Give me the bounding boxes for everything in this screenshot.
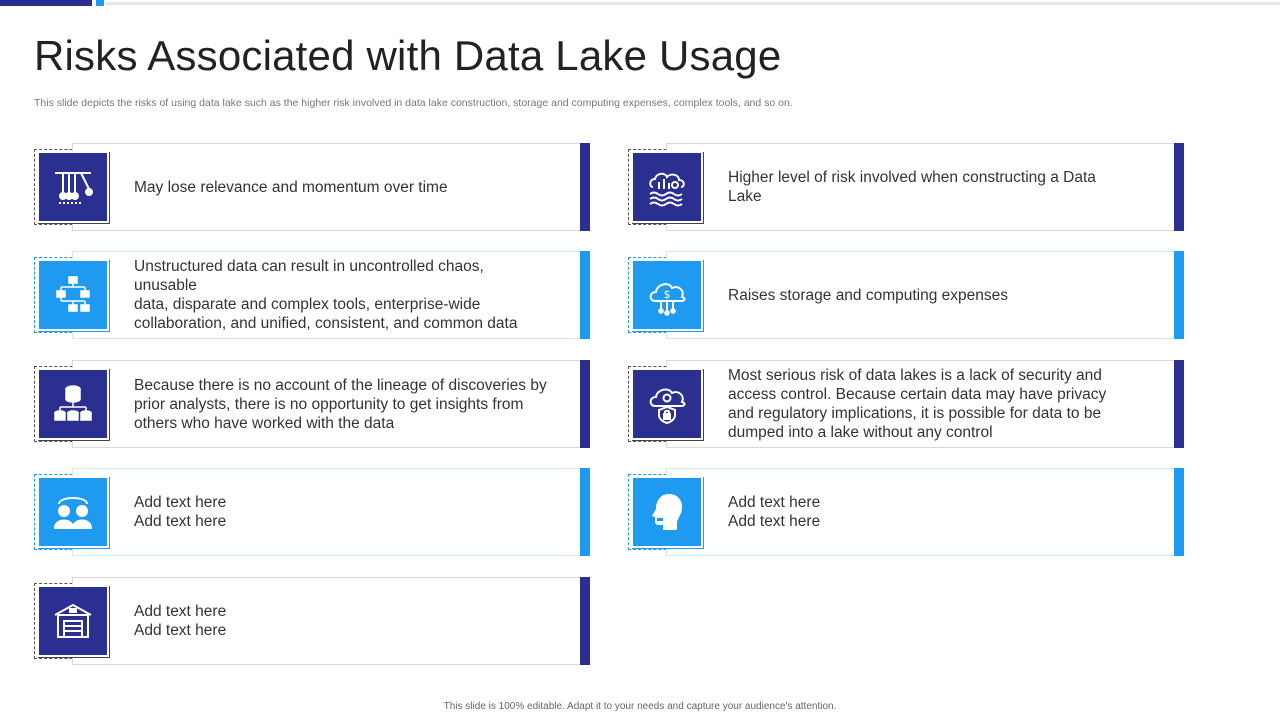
card-accent-bar <box>580 468 590 556</box>
people-connection-icon <box>37 476 109 548</box>
cloud-dollar-icon <box>631 259 703 331</box>
top-bar-grey-line <box>106 2 1280 5</box>
database-network-icon <box>37 368 109 440</box>
newtons-cradle-icon <box>37 151 109 223</box>
card-accent-bar <box>1174 360 1184 448</box>
card-accent-bar <box>580 143 590 231</box>
top-accent-bar <box>0 0 1280 6</box>
slide-subtitle: This slide depicts the risks of using data lake such as the higher risk involved in data lake construction, storage and computing expenses, complex tools, and so on. <box>34 97 793 109</box>
hierarchy-chart-icon <box>37 259 109 331</box>
card-accent-bar <box>580 577 590 665</box>
risk-card-placeholder-3 <box>628 468 1184 556</box>
card-accent-bar <box>580 360 590 448</box>
card-accent-bar <box>1174 468 1184 556</box>
slide-footer-note: This slide is 100% editable. Adapt it to your needs and capture your audience's attention. <box>443 701 837 712</box>
card-text: Most serious risk of data lakes is a lack of security and access control. Because certain data may have privacy and regulatory implications, it is possible for data to be dumped into a lake without any control <box>728 367 1107 441</box>
card-text: Add text here Add text here <box>134 494 227 530</box>
svg-text:$: $ <box>663 288 671 301</box>
risk-card-construction <box>628 143 1184 231</box>
top-bar-light-segment <box>96 0 104 6</box>
risk-card-security <box>628 360 1184 448</box>
card-text: Add text here Add text here <box>134 603 227 639</box>
risk-card-storage-costs <box>628 251 1184 339</box>
risk-card-placeholder-1 <box>34 468 590 556</box>
card-text: Unstructured data can result in uncontrolled chaos, unusable data, disparate and complex tools, enterprise-wide collaboration, and unified, consistent, and common data <box>134 258 518 332</box>
card-accent-bar <box>1174 143 1184 231</box>
card-accent-bar <box>580 251 590 339</box>
card-text: Add text here Add text here <box>728 494 821 530</box>
risk-card-relevance <box>34 143 590 231</box>
cloud-security-icon <box>631 368 703 440</box>
card-text: Higher level of risk involved when constructing a Data Lake <box>728 169 1096 205</box>
card-text: Raises storage and computing expenses <box>728 286 1009 304</box>
risk-card-unstructured-data <box>34 251 590 339</box>
card-text: May lose relevance and momentum over time <box>134 178 448 196</box>
risk-card-placeholder-2 <box>34 577 590 665</box>
head-profile-icon <box>631 476 703 548</box>
card-accent-bar <box>1174 251 1184 339</box>
warehouse-icon <box>37 585 109 657</box>
slide-title: Risks Associated with Data Lake Usage <box>34 32 782 79</box>
risk-card-lineage <box>34 360 590 448</box>
card-text: Because there is no account of the lineage of discoveries by prior analysts, there is no opportunity to get insights from others who have worked with the data <box>134 376 547 432</box>
data-lake-icon <box>631 151 703 223</box>
top-bar-dark-segment <box>0 0 92 6</box>
